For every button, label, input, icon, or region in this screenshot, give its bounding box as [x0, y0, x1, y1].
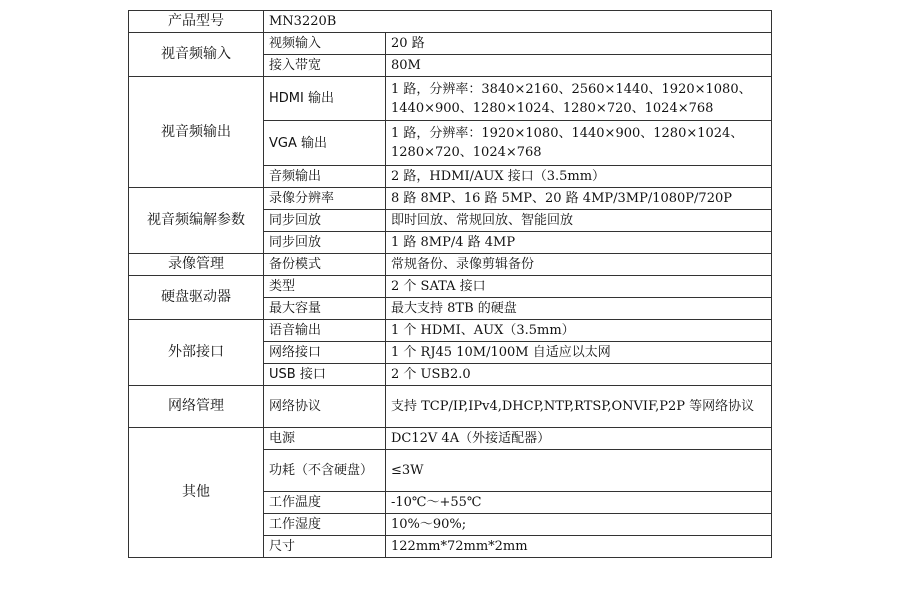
row-label: 网络接口 [264, 342, 386, 364]
row-label: 同步回放 [264, 210, 386, 232]
row-value: 支持 TCP/IP,IPv4,DHCP,NTP,RTSP,ONVIF,P2P 等网络协议 [386, 386, 772, 428]
row-label: 功耗（不含硬盘） [264, 450, 386, 492]
row-value: 1 路 8MP/4 路 4MP [386, 232, 772, 254]
row-value: 20 路 [386, 33, 772, 55]
table-row [129, 386, 772, 428]
row-label: 网络协议 [264, 386, 386, 428]
row-label: 备份模式 [264, 254, 386, 276]
table-row [129, 33, 772, 55]
row-label: USB 接口 [264, 364, 386, 386]
row-label: 同步回放 [264, 232, 386, 254]
spec-table [128, 10, 772, 558]
table-row [129, 77, 772, 121]
table-row [129, 188, 772, 210]
row-label: 尺寸 [264, 536, 386, 558]
row-value: 80M [386, 55, 772, 77]
row-label: VGA 输出 [264, 121, 386, 166]
row-label: 接入带宽 [264, 55, 386, 77]
row-label: 语音输出 [264, 320, 386, 342]
row-value: 1 个 RJ45 10M/100M 自适应以太网 [386, 342, 772, 364]
row-label: 工作湿度 [264, 514, 386, 536]
row-value: 122mm*72mm*2mm [386, 536, 772, 558]
row-value: 10%～90%; [386, 514, 772, 536]
row-label: 视频输入 [264, 33, 386, 55]
row-label: 电源 [264, 428, 386, 450]
row-label: 类型 [264, 276, 386, 298]
model-value: MN3220B [264, 11, 772, 33]
table-row [129, 11, 772, 33]
table-row [129, 428, 772, 450]
category-other: 其他 [129, 428, 264, 558]
row-value: 2 路，HDMI/AUX 接口（3.5mm） [386, 166, 772, 188]
row-value: 1 路，分辨率：1920×1080、1440×900、1280×1024、1280×720、1024×768 [386, 121, 772, 166]
row-value: 即时回放、常规回放、智能回放 [386, 210, 772, 232]
row-value: 8 路 8MP、16 路 5MP、20 路 4MP/3MP/1080P/720P [386, 188, 772, 210]
row-label: 工作温度 [264, 492, 386, 514]
category-network: 网络管理 [129, 386, 264, 428]
category-av-output: 视音频输出 [129, 77, 264, 188]
row-value: 2 个 SATA 接口 [386, 276, 772, 298]
row-value: DC12V 4A（外接适配器） [386, 428, 772, 450]
category-recording: 录像管理 [129, 254, 264, 276]
category-external: 外部接口 [129, 320, 264, 386]
table-row [129, 276, 772, 298]
row-label: 音频输出 [264, 166, 386, 188]
row-value: 1 路，分辨率：3840×2160、2560×1440、1920×1080、1440×900、1280×1024、1280×720、1024×768 [386, 77, 772, 121]
row-value: 2 个 USB2.0 [386, 364, 772, 386]
row-label: 最大容量 [264, 298, 386, 320]
row-value: 1 个 HDMI、AUX（3.5mm） [386, 320, 772, 342]
table-row [129, 254, 772, 276]
category-hdd: 硬盘驱动器 [129, 276, 264, 320]
row-label: 录像分辨率 [264, 188, 386, 210]
row-value: ≤3W [386, 450, 772, 492]
category-codec: 视音频编解参数 [129, 188, 264, 254]
category-av-input: 视音频输入 [129, 33, 264, 77]
row-value: -10℃～+55℃ [386, 492, 772, 514]
model-label: 产品型号 [129, 11, 264, 33]
table-row [129, 320, 772, 342]
row-value: 最大支持 8TB 的硬盘 [386, 298, 772, 320]
row-label: HDMI 输出 [264, 77, 386, 121]
row-value: 常规备份、录像剪辑备份 [386, 254, 772, 276]
